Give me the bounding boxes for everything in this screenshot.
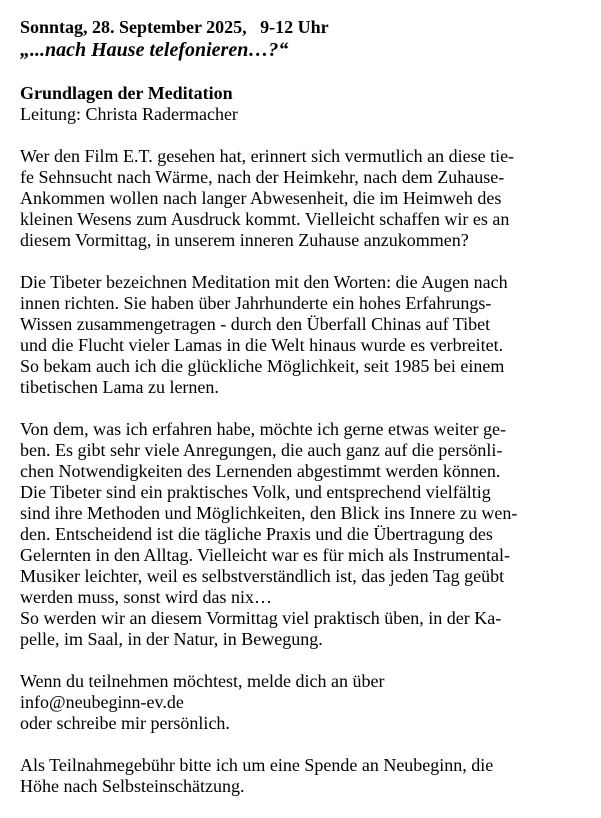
course-name: Grundlagen der Meditation	[20, 83, 233, 103]
course-leader: Leitung: Christa Radermacher	[20, 104, 238, 124]
text-line: Wer den Film E.T. gesehen hat, erinnert sich vermutlich an diese tie-	[20, 146, 515, 166]
text-line: Ankommen wollen nach langer Abwesenheit, die im Heimweh des	[20, 188, 502, 208]
text-line: oder schreibe mir persönlich.	[20, 713, 230, 733]
text-line: chen Notwendigkeiten des Lernenden abgestimmt werden können.	[20, 461, 501, 481]
text-line: und die Flucht vieler Lamas in die Welt hinaus wurde es verbreitet.	[20, 335, 504, 355]
paragraph-fee	[20, 755, 595, 797]
paragraph-intro	[20, 146, 595, 251]
text-line: kleinen Wesens zum Ausdruck kommt. Vielleicht schaffen wir es an	[20, 209, 510, 229]
text-line: Als Teilnahmegebühr bitte ich um eine Spende an Neubeginn, die	[20, 755, 494, 775]
text-line: Musiker leichter, weil es selbstverständlich ist, das jeden Tag geübt	[20, 566, 505, 586]
text-line: So bekam auch ich die glückliche Möglichkeit, seit 1985 bei einem	[20, 356, 505, 376]
text-line: Wissen zusammengetragen - durch den Überfall Chinas auf Tibet	[20, 314, 491, 334]
text-line: Von dem, was ich erfahren habe, möchte ich gerne etwas weiter ge-	[20, 419, 506, 439]
text-line: pelle, im Saal, in der Natur, in Bewegung.	[20, 629, 323, 649]
text-line: ben. Es gibt sehr viele Anregungen, die auch ganz auf die persönli-	[20, 440, 503, 460]
paragraph-registration	[20, 671, 595, 734]
text-line: fe Sehnsucht nach Wärme, nach der Heimkehr, nach dem Zuhause-	[20, 167, 505, 187]
text-line: den. Entscheidend ist die tägliche Praxis und die Übertragung des	[20, 524, 493, 544]
text-line: Gelernten in den Alltag. Vielleicht war es für mich als Instrumental-	[20, 545, 510, 565]
text-line: Die Tibeter sind ein praktisches Volk, und entsprechend vielfältig	[20, 482, 491, 502]
text-line: Wenn du teilnehmen möchtest, melde dich an über	[20, 671, 385, 691]
paragraph-practice	[20, 419, 595, 650]
text-line: So werden wir an diesem Vormittag viel praktisch üben, in der Ka-	[20, 608, 502, 628]
paragraph-tibet	[20, 272, 595, 398]
event-date: Sonntag, 28. September 2025, 9-12 Uhr	[20, 17, 329, 37]
text-line: Die Tibeter bezeichnen Meditation mit den Worten: die Augen nach	[20, 272, 508, 292]
text-line: innen richten. Sie haben über Jahrhunderte ein hohes Erfahrungs-	[20, 293, 492, 313]
text-line: werden muss, sonst wird das nix…	[20, 587, 272, 607]
flyer-page	[20, 16, 595, 818]
event-title: „...nach Hause telefonieren…?“	[20, 39, 289, 61]
text-line: diesem Vormittag, in unserem inneren Zuhause anzukommen?	[20, 230, 469, 250]
contact-email: info@neubeginn-ev.de	[20, 692, 184, 712]
text-line: Höhe nach Selbsteinschätzung.	[20, 776, 245, 796]
text-line: sind ihre Methoden und Möglichkeiten, den Blick ins Innere zu wen-	[20, 503, 518, 523]
text-line: tibetischen Lama zu lernen.	[20, 377, 219, 397]
